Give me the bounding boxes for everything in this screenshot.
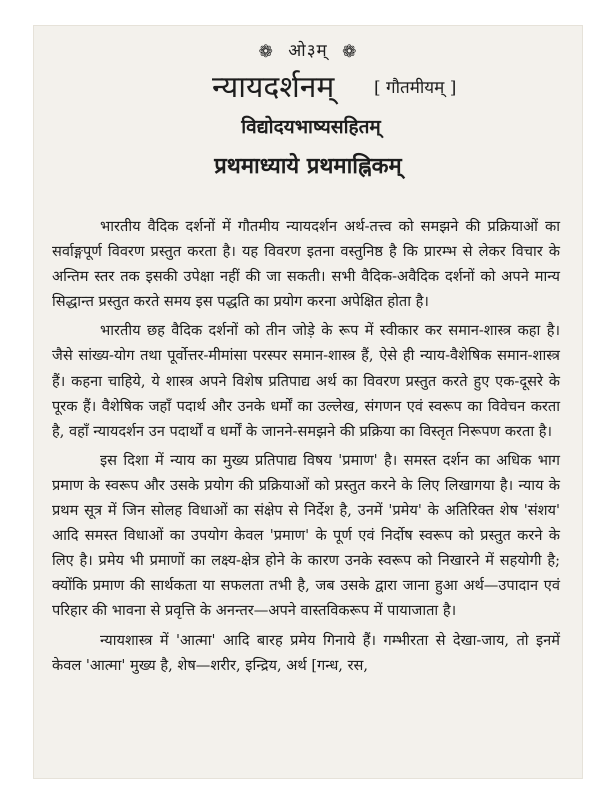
- flower-ornament-right-icon: ❁: [342, 41, 358, 62]
- book-page: [34, 26, 582, 778]
- om-header: [34, 40, 582, 62]
- title-line: [34, 68, 582, 108]
- paragraph-3: इस दिशा में न्याय का मुख्य प्रतिपाद्य विषय 'प्रमाण' है। समस्त दर्शन का अधिक भाग प्रमाण के स्वरूप और उसके प्रयोग की प्रक्रियाओं को प्रस्तुत करने के लिए लिखागया है। न्याय के प्रथम सूत्र में जिन सोलह विधाओं का संक्षेप से निर्देश है, उनमें 'प्रमेय' के अतिरिक्त शेष 'संशय' आदि समस्त विधाओं का उपयोग केवल 'प्रमाण' के पूर्ण एवं निर्दोष स्वरूप को प्रस्तुत करने के लिए है। प्रमेय भी प्रमाणों का लक्ष्य-क्षेत्र होने के कारण उनके स्वरूप को निखारने में सहयोगी है; क्योंकि प्रमाण की सार्थकता या सफलता तभी है, जब उसके द्वारा जाना हुआ अर्थ—उपादान एवं परिहार की भावना से प्रवृत्ति के अनन्तर—अपने वास्तविकरूप में पायाजाता है।: [52, 451, 560, 620]
- page-title: न्यायदर्शनम्: [212, 70, 335, 105]
- paragraph-1: भारतीय वैदिक दर्शनों में गौतमीय न्यायदर्शन अर्थ-तत्त्व को समझने की प्रक्रियाओं का सर्वाङ्गपूर्ण विवरण प्रस्तुत करता है। यह विवरण इतना वस्तुनिष्ठ है कि प्रारम्भ से लेकर विचार के अन्तिम स्तर तक इसकी उपेक्षा नहीं की जा सकती। सभी वैदिक-अवैदिक दर्शनों को अपने मान्य सिद्धान्त प्रस्तुत करते समय इस पद्धति का प्रयोग करना अपेक्षित होता है।: [52, 218, 560, 311]
- title-bracket-note: [ गौतमीयम् ]: [374, 78, 457, 98]
- flower-ornament-left-icon: ❁: [258, 41, 274, 62]
- body-text: [52, 214, 560, 678]
- om-symbol: ओ३म्: [288, 41, 328, 61]
- paragraph-2: भारतीय छह वैदिक दर्शनों को तीन जोड़े के रूप में स्वीकार कर समान-शास्त्र कहा है। जैसे सांख्य-योग तथा पूर्वोत्तर-मीमांसा परस्पर समान-शास्त्र हैं, ऐसे ही न्याय-वैशेषिक समान-शास्त्र हैं। कहना चाहिये, ये शास्त्र अपने विशेष प्रतिपाद्य अर्थ का विवरण प्रस्तुत करते हुए एक-दूसरे के पूरक हैं। वैशेषिक जहाँ पदार्थ और उनके धर्मों का उल्लेख, संगणन एवं स्वरूप का विवेचन करता है, वहाँ न्यायदर्शन उन पदार्थों व धर्मों के जानने-समझने की प्रक्रिया का विस्तृत निरूपण करता है।: [52, 322, 560, 440]
- paragraph-4: न्यायशास्त्र में 'आत्मा' आदि बारह प्रमेय गिनाये हैं। गम्भीरता से देखा-जाय, तो इनमें केवल 'आत्मा' मुख्य है, शेष—शरीर, इन्द्रिय, अर्थ [गन्ध, रस,: [52, 631, 560, 674]
- chapter-heading: प्रथमाध्याये प्रथमाह्निकम्: [214, 153, 402, 179]
- subtitle: विद्योदयभाष्यसहितम्: [241, 116, 381, 138]
